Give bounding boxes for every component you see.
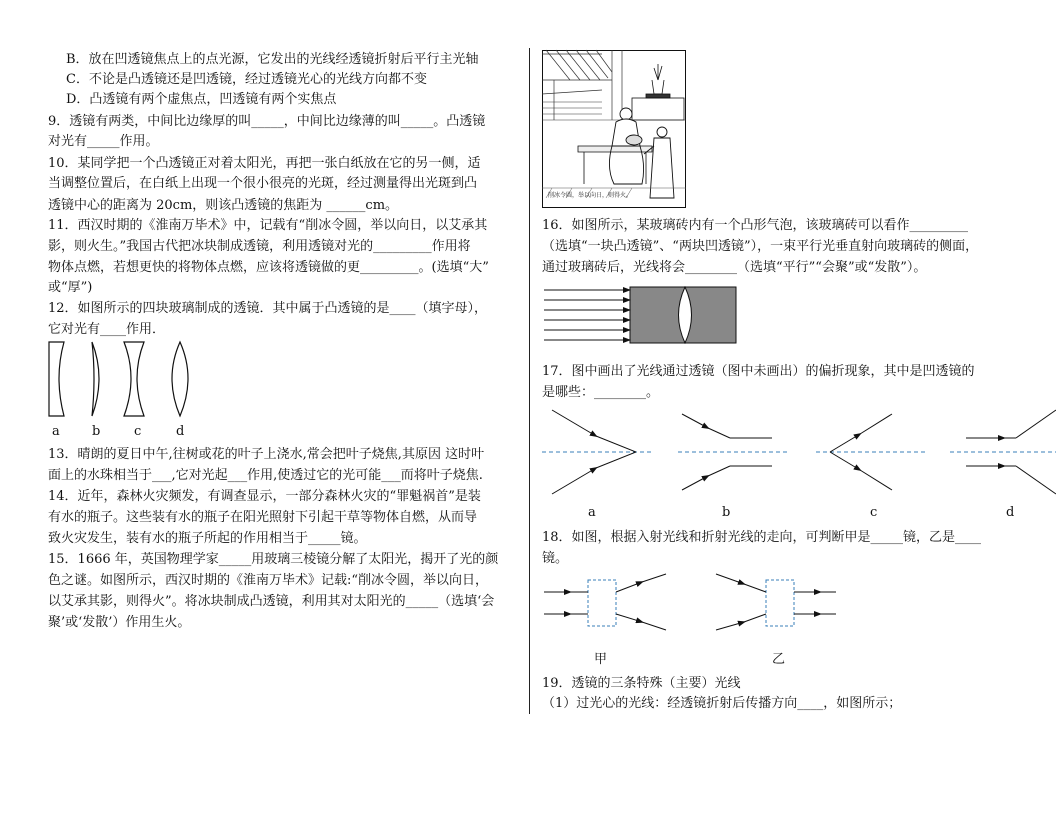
lens-label-b: b <box>92 424 101 439</box>
lens-d <box>172 342 188 416</box>
q17-label-d: d <box>1006 505 1015 520</box>
glass-brick-figure <box>540 284 740 346</box>
q9-line1: 9．透镜有两类，中间比边缘厚的叫_____，中间比边缘薄的叫_____。凸透镜 <box>48 114 486 129</box>
q16-line1: 16．如图所示，某玻璃砖内有一个凸形气泡，该玻璃砖可以看作_________ <box>542 218 969 233</box>
q16-line3: 通过玻璃砖后，光线将会________（选填“平行”“会聚”或“发散”）。 <box>542 260 927 275</box>
lens-b <box>92 342 99 416</box>
q13-line2: 面上的水珠相当于___,它对光起___作用,使透过它的光可能___而将叶子烧焦. <box>48 468 483 483</box>
q17-line1: 17．图中画出了光线通过透镜（图中未画出）的偏折现象，其中是凹透镜的 <box>542 364 975 379</box>
q12-line1: 12．如图所示的四块玻璃制成的透镜．其中属于凸透镜的是____（填字母）， <box>48 301 488 316</box>
lens-label-c: c <box>134 424 142 439</box>
q15-line4: 聚’或‘发散’）作用生火。 <box>48 615 191 630</box>
q17-line2: 是哪些：________。 <box>542 385 660 400</box>
illustration-caption: 削冰令圆，举以向日，则得火。 <box>548 192 633 199</box>
q17-label-c: c <box>870 505 878 520</box>
q19-line1: 19．透镜的三条特殊（主要）光线 <box>542 676 741 691</box>
q17-label-b: b <box>722 505 731 520</box>
ancient-illustration <box>542 50 686 208</box>
lens-a <box>49 342 64 416</box>
q19-line2: （1）过光心的光线：经透镜折射后传播方向____，如图所示； <box>542 696 902 711</box>
q18-line1: 18．如图，根据入射光线和折射光线的走向，可判断甲是_____镜，乙是____ <box>542 530 982 545</box>
q16-line2: （选填“一块凸透镜”、“两块凹透镜”），一束平行光垂直射向玻璃砖的侧面， <box>542 239 979 254</box>
q11-line3: 物体点燃，若想更快的将物体点燃，应该将透镜做的更_________。(选填“大” <box>48 260 489 275</box>
lens-label-d: d <box>176 424 185 439</box>
q14-line2: 有水的瓶子。这些装有水的瓶子在阳光照射下引起干草等物体自燃，从而导 <box>48 510 478 525</box>
q14-line3: 致火灾发生，装有水的瓶子所起的作用相当于_____镜。 <box>48 531 367 546</box>
option-b: B．放在凹透镜焦点上的点光源，它发出的光线经透镜折射后平行主光轴 <box>66 52 479 67</box>
q11-line1: 11．西汉时期的《淮南万毕术》中，记载有“削冰令圆，举以向日，以艾承其 <box>48 218 488 233</box>
q11-line4: 或“厚”) <box>48 280 93 295</box>
q18-figure <box>540 568 840 638</box>
box-yi <box>766 580 794 626</box>
lens-label-a: a <box>52 424 60 439</box>
box-jia <box>588 580 616 626</box>
q10-line2: 当调整位置后，在白纸上出现一个很小很亮的光斑，经过测量得出光斑到凸 <box>48 176 478 191</box>
column-divider <box>529 48 530 714</box>
q18-line2: 镜。 <box>542 551 569 566</box>
q15-line1: 15．1666 年，英国物理学家_____用玻璃三棱镜分解了太阳光，揭开了光的颜 <box>48 552 499 567</box>
q10-line1: 10．某同学把一个凸透镜正对着太阳光，再把一张白纸放在它的另一侧，适 <box>48 156 481 171</box>
option-c: C．不论是凸透镜还是凹透镜，经过透镜光心的光线方向都不变 <box>66 72 427 87</box>
q15-line2: 色之谜。如图所示，西汉时期的《淮南万毕术》记载:“削冰令圆，举以向日， <box>48 573 489 588</box>
q9-line2: 对光有_____作用。 <box>48 134 159 149</box>
q15-line3: 以艾承其影，则得火”。将冰块制成凸透镜，利用其对太阳光的_____（选填‘会 <box>48 594 495 609</box>
q10-line3: 透镜中心的距离为 20cm，则该凸透镜的焦距为 ______cm。 <box>48 198 399 213</box>
q14-line1: 14．近年，森林火灾频发，有调查显示，一部分森林火灾的“罪魁祸首”是装 <box>48 489 481 504</box>
option-d: D．凸透镜有两个虚焦点，凹透镜有两个实焦点 <box>66 92 337 107</box>
q17-label-a: a <box>588 505 596 520</box>
lens-c <box>124 342 144 416</box>
q12-line2: 它对光有____作用． <box>48 322 166 337</box>
q18-label-yi: 乙 <box>772 652 786 667</box>
q17-ray-figure <box>540 404 1056 504</box>
q18-label-jia: 甲 <box>594 652 608 667</box>
q11-line2: 影，则火生。”我国古代把冰块制成透镜，利用透镜对光的_________作用将 <box>48 239 471 254</box>
q13-line1: 13．晴朗的夏日中午,往树或花的叶子上浇水,常会把叶子烧焦,其原因 这时叶 <box>48 447 485 462</box>
